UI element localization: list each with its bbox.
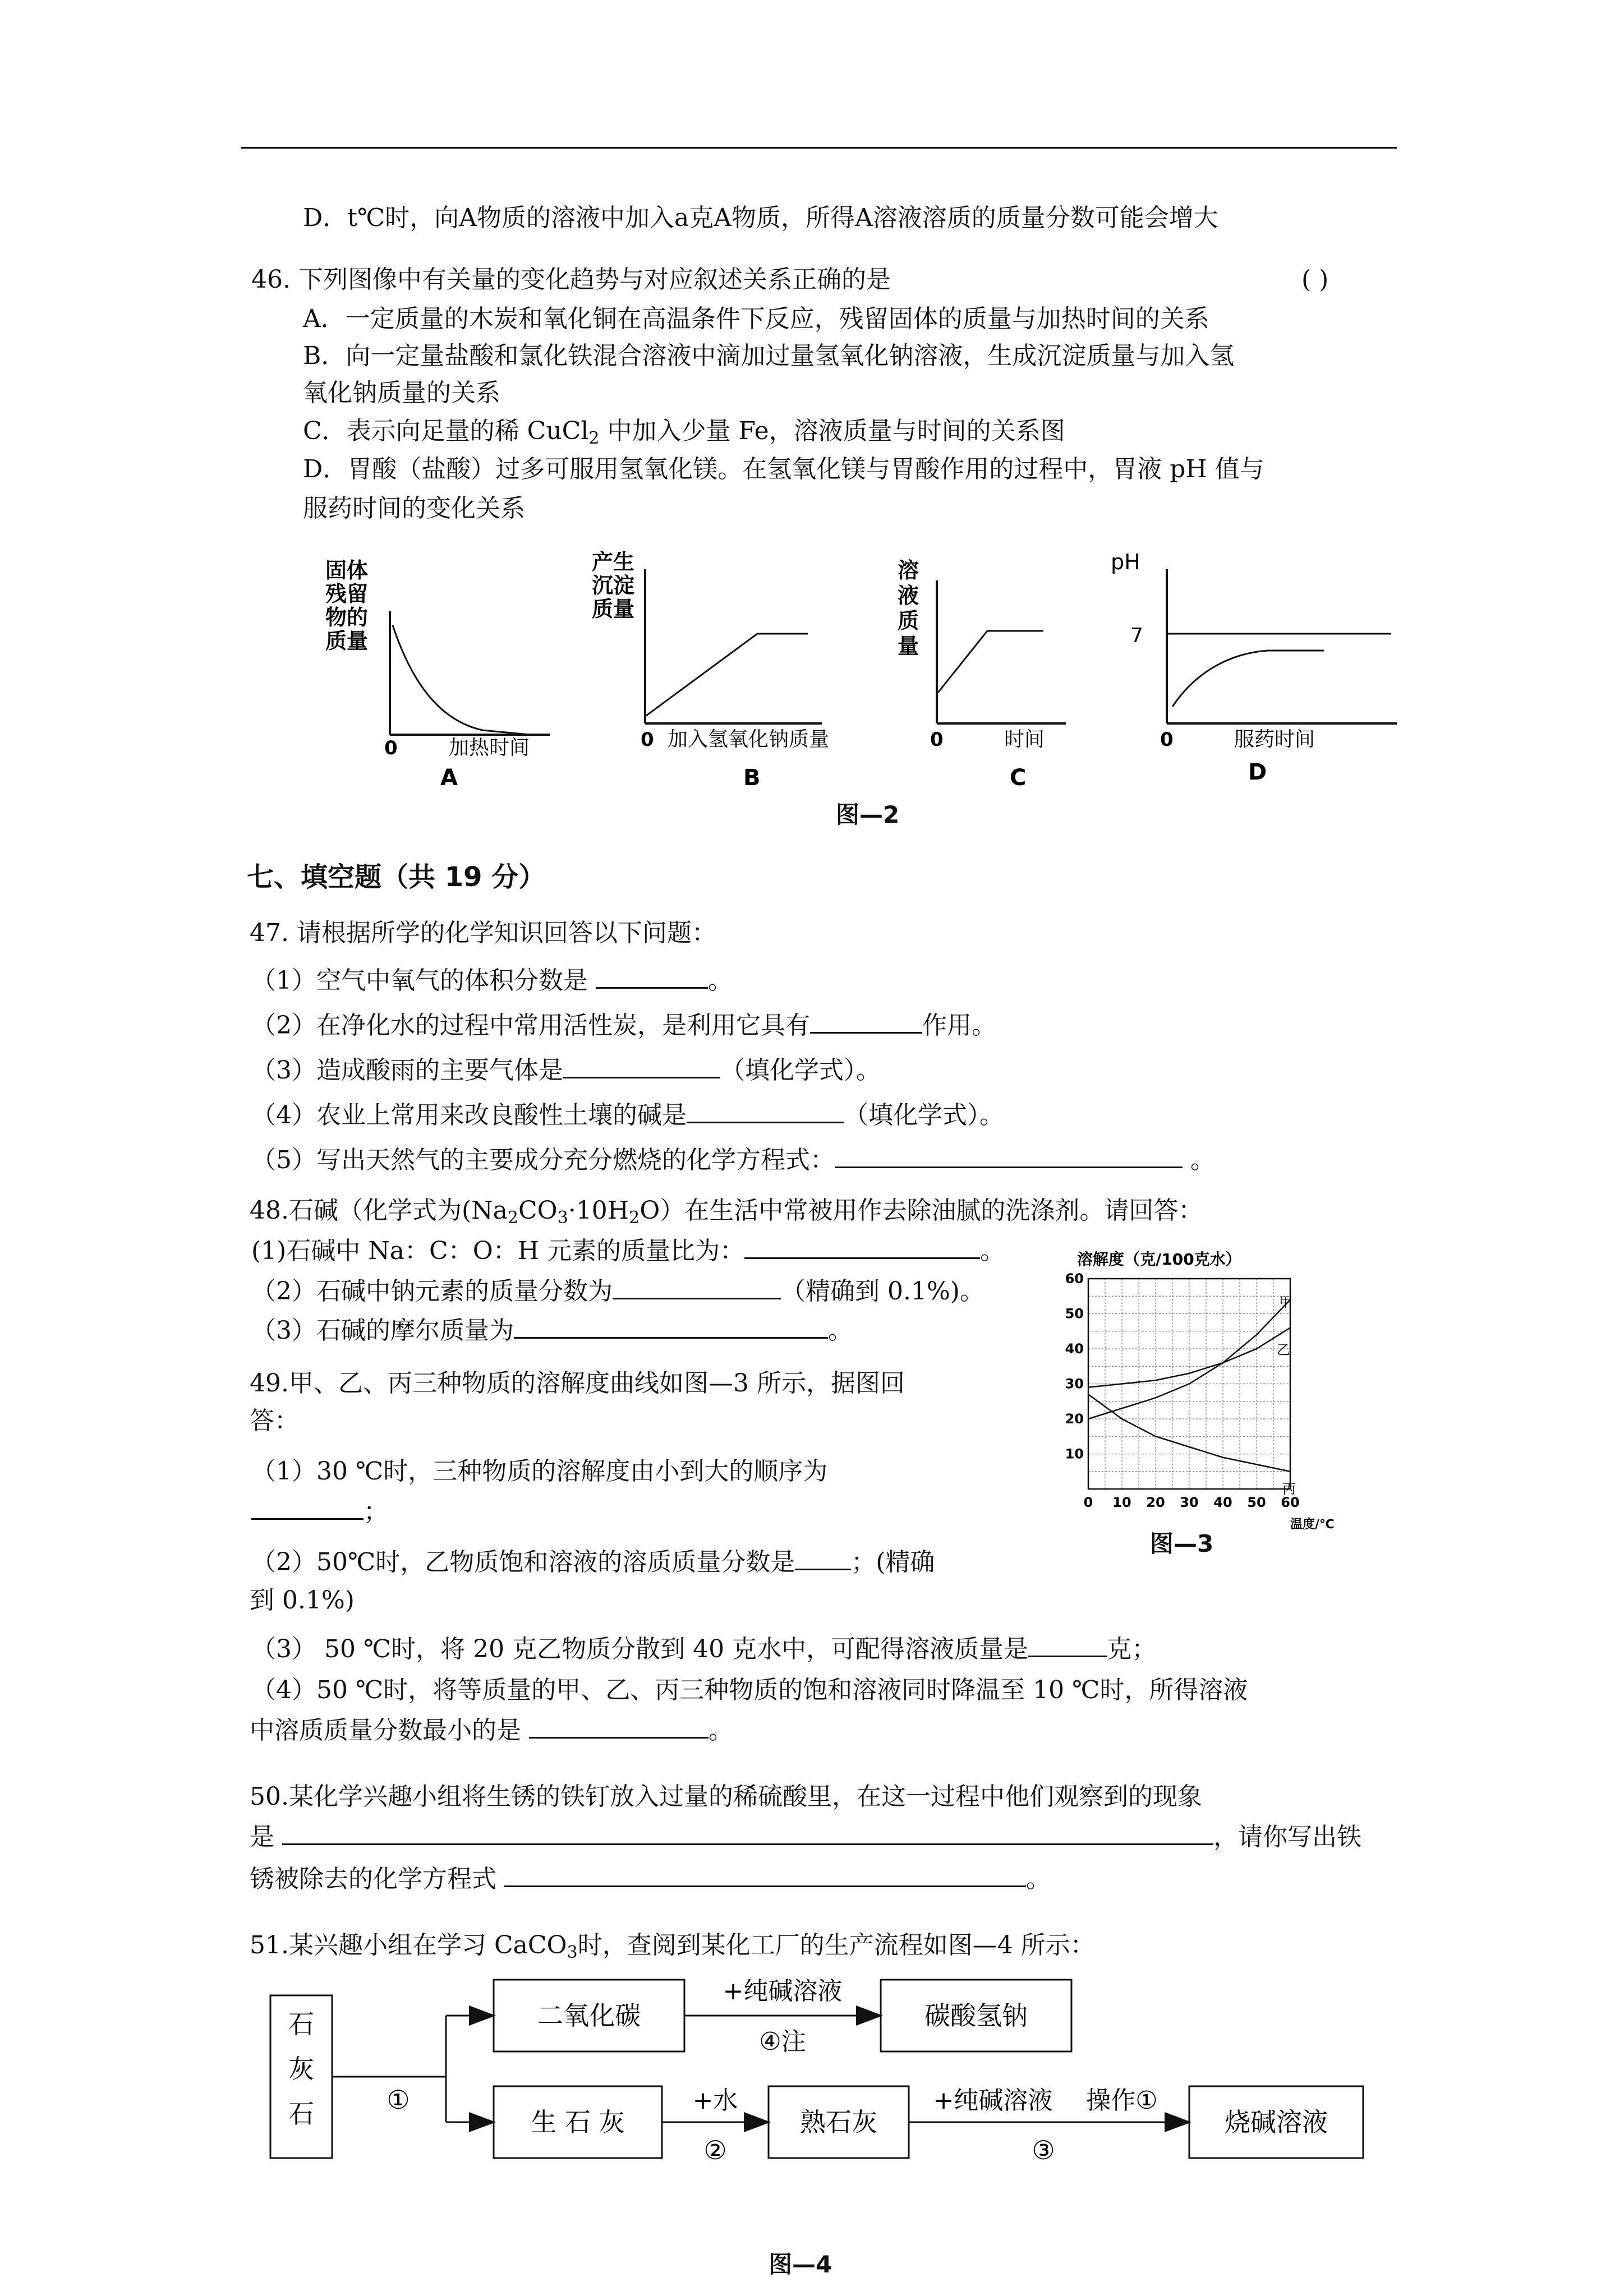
fig2b-ylabel-3: 质量 — [592, 597, 635, 621]
box-limestone-char-1: 石 — [288, 2009, 314, 2039]
fig2d-curve — [1172, 651, 1324, 707]
label-water: +水 — [692, 2086, 738, 2115]
figure-4-flowchart — [264, 1974, 1430, 2221]
fig3-x-tick: 30 — [1180, 1495, 1199, 1510]
q46-option-c: C．表示向足量的稀 CuCl$_2$ 中加入少量 Fe，溶液质量与时间的关系图 — [303, 417, 1065, 448]
q49-stem-cont: 答： — [250, 1407, 299, 1435]
fig2a-ylabel-4: 质量 — [325, 629, 369, 653]
q50-line-3: 锈被除去的化学方程式 。 — [250, 1862, 1051, 1896]
q47-3-blank[interactable] — [563, 1053, 720, 1078]
fig3-series-line-2 — [1088, 1394, 1290, 1472]
q47-stem: 47. 请根据所学的化学知识回答以下问题： — [250, 919, 716, 947]
fig3-title: 溶解度（克/100克水） — [1077, 1250, 1241, 1269]
fig3-y-tick: 30 — [1065, 1376, 1084, 1392]
box-limestone-char-3: 石 — [288, 2099, 314, 2129]
fig2b-ylabel-2: 沉淀 — [592, 573, 635, 598]
fig2d-ylabel: pH — [1111, 550, 1140, 574]
fig3-y-tick: 20 — [1065, 1411, 1084, 1427]
fig2c-ylabel-2: 液 — [898, 583, 919, 608]
q49-part-2: （2）50℃时，乙物质饱和溶液的溶质质量分数是 ；(精确 — [251, 1545, 935, 1579]
fig2c-ylabel-1: 溶 — [898, 558, 919, 583]
fig2c-ylabel-4: 量 — [898, 634, 919, 658]
fig3-y-tick: 60 — [1065, 1271, 1084, 1287]
fig2b-ylabel-1: 产生 — [592, 550, 635, 574]
q47-part-4: （4）农业上常用来改良酸性土壤的碱是 （填化学式）。 — [251, 1098, 1004, 1132]
q48-2-blank[interactable] — [613, 1274, 781, 1299]
fig2-panel-a — [325, 558, 550, 791]
q50-line-1: 50.某化学兴趣小组将生锈的铁钉放入过量的稀硫酸里，在这一过程中他们观察到的现象 — [250, 1782, 1202, 1811]
fig2-panel-c — [898, 558, 1066, 791]
fig3-x-tick: 20 — [1146, 1495, 1165, 1510]
q48-part-2: （2）石碱中钠元素的质量分数为 （精确到 0.1%)。 — [251, 1274, 984, 1308]
fig3-y-tick: 10 — [1065, 1446, 1084, 1462]
q46-answer-paren: ( ) — [1301, 265, 1329, 294]
fig2a-ylabel-3: 物的 — [325, 605, 369, 630]
q47-5-blank[interactable] — [835, 1143, 1183, 1168]
box-co2-label: 二氧化碳 — [537, 2000, 641, 2031]
q49-1-blank[interactable] — [251, 1495, 364, 1520]
q46-stem: 46. 下列图像中有关量的变化趋势与对应叙述关系正确的是 — [251, 265, 891, 294]
q48-1-blank[interactable] — [744, 1234, 980, 1259]
fig2b-letter: B — [743, 765, 761, 791]
label-soda-1: +纯碱溶液 — [723, 1977, 843, 2005]
q47-4-blank[interactable] — [687, 1098, 844, 1123]
fig3-y-tick: 50 — [1065, 1306, 1084, 1322]
label-step-3: ③ — [1032, 2135, 1055, 2165]
q50-line-2: 是 ，请你写出铁 — [250, 1820, 1361, 1854]
fig2-panel-b — [592, 550, 829, 791]
q46-option-d-cont: 服药时间的变化关系 — [303, 494, 525, 523]
fig2b-origin: 0 — [641, 729, 654, 751]
q49-part-1: （1）30 ℃时，三种物质的溶解度由小到大的顺序为 — [251, 1457, 828, 1486]
fig2a-ylabel-2: 残留 — [325, 582, 369, 606]
q46-option-a: A．一定质量的木炭和氧化铜在高温条件下反应，残留固体的质量与加热时间的关系 — [303, 305, 1209, 333]
fig2a-letter: A — [440, 765, 458, 791]
fig2d-xlabel: 服药时间 — [1234, 728, 1315, 751]
q47-part-5: （5）写出天然气的主要成分充分燃烧的化学方程式： 。 — [251, 1143, 1215, 1177]
figure-2-caption: 图—2 — [836, 801, 900, 828]
box-slaked-lime-label: 熟石灰 — [800, 2107, 877, 2137]
label-step-1: ① — [387, 2085, 410, 2115]
fig2-panel-d — [1111, 550, 1397, 785]
q49-4-blank[interactable] — [529, 1713, 709, 1739]
fig3-x-tick: 40 — [1213, 1495, 1232, 1510]
figure-4-caption: 图—4 — [769, 2251, 832, 2278]
fig2b-xlabel: 加入氢氧化钠质量 — [668, 728, 830, 751]
q46-option-d: D．胃酸（盐酸）过多可服用氢氧化镁。在氢氧化镁与胃酸作用的过程中，胃液 pH 值与 — [303, 455, 1264, 483]
q48-stem: 48.石碱（化学式为$(Na_2CO_3\cdot 10H_2O)$在生活中常被用作去除油腻的洗涤剂。请回答： — [250, 1196, 1203, 1228]
fig2a-xlabel: 加热时间 — [449, 736, 530, 759]
q47-part-3: （3）造成酸雨的主要气体是 （填化学式）。 — [251, 1053, 881, 1087]
q49-part-4-cont: 中溶质质量分数最小的是 。 — [250, 1713, 733, 1747]
fig2c-ylabel-3: 质 — [898, 608, 919, 633]
q49-2-blank[interactable] — [795, 1545, 851, 1570]
q46-option-b-cont: 氧化钠质量的关系 — [303, 379, 500, 407]
q50-phenomenon-blank[interactable] — [282, 1820, 1213, 1845]
q45-option-d: D．t℃时，向A物质的溶液中加入a克A物质，所得A溶液溶质的质量分数可能会增大 — [303, 204, 1218, 232]
box-limestone-char-2: 灰 — [288, 2054, 314, 2084]
fig2a-origin: 0 — [384, 737, 398, 759]
q49-part-3: （3） 50 ℃时，将 20 克乙物质分散到 40 克水中，可配得溶液质量是 克； — [251, 1632, 1156, 1666]
fig2c-letter: C — [1010, 765, 1027, 791]
box-caustic-soda-label: 烧碱溶液 — [1225, 2107, 1328, 2137]
q47-1-blank[interactable] — [596, 963, 708, 989]
label-note-4: ④注 — [759, 2027, 806, 2056]
label-soda-2: +纯碱溶液 — [933, 2086, 1053, 2115]
fig2a-curve — [393, 625, 530, 735]
fig3-x-tick: 50 — [1247, 1495, 1266, 1510]
box-nahco3-label: 碳酸氢钠 — [924, 2000, 1028, 2031]
section-7-title: 七、填空题（共 19 分） — [247, 861, 546, 893]
fig2d-origin: 0 — [1160, 729, 1174, 751]
label-operation-1: 操作① — [1086, 2086, 1158, 2115]
fig3-x-tick: 0 — [1083, 1495, 1093, 1510]
fig3-ticks — [1065, 1271, 1300, 1510]
box-quicklime-label: 生 石 灰 — [531, 2107, 625, 2137]
fig2c-curve — [938, 631, 1043, 693]
figure-2 — [314, 550, 1414, 808]
q48-part-1: (1)石碱中 Na：C：O：H 元素的质量比为： 。 — [251, 1234, 1005, 1267]
q49-stem: 49.甲、乙、丙三种物质的溶解度曲线如图—3 所示，据图回 — [250, 1369, 905, 1398]
fig2a-ylabel-1: 固体 — [325, 558, 369, 583]
fig3-label-yi: 乙 — [1277, 1342, 1290, 1358]
fig2b-curve — [646, 634, 808, 716]
q51-stem: 51.某兴趣小组在学习 CaCO$_3$时，查阅到某化工厂的生产流程如图—4 所示： — [250, 1931, 1095, 1962]
q49-part-4: （4）50 ℃时，将等质量的甲、乙、丙三种物质的饱和溶液同时降温至 10 ℃时，所得溶液 — [251, 1676, 1248, 1704]
q47-part-2: （2）在净化水的过程中常用活性炭，是利用它具有 作用。 — [251, 1008, 996, 1042]
fig2c-xlabel: 时间 — [1004, 728, 1045, 751]
fig3-xlabel: 温度/℃ — [1290, 1518, 1335, 1532]
q47-2-blank[interactable] — [810, 1008, 922, 1034]
q47-part-1: （1）空气中氧气的体积分数是 。 — [251, 963, 733, 997]
q49-3-blank[interactable] — [1028, 1632, 1107, 1657]
q48-part-3: （3）石碱的摩尔质量为 。 — [251, 1313, 853, 1347]
fig3-x-tick: 10 — [1112, 1495, 1131, 1510]
fig2d-letter: D — [1248, 759, 1267, 785]
fig3-y-tick: 40 — [1065, 1341, 1084, 1357]
fig2c-origin: 0 — [930, 729, 944, 751]
label-step-2: ② — [703, 2135, 727, 2165]
fig3-label-bing: 丙 — [1282, 1481, 1296, 1497]
fig2d-ytick-7: 7 — [1130, 624, 1143, 647]
q49-part-2-cont: 到 0.1%) — [250, 1586, 355, 1615]
fig3-x-tick: 60 — [1281, 1495, 1300, 1510]
figure-3-chart — [1055, 1242, 1346, 1534]
fig3-label-jia: 甲 — [1279, 1294, 1292, 1310]
q49-part-1-answer: ； — [251, 1495, 388, 1528]
q46-option-b: B．向一定量盐酸和氯化铁混合溶液中滴加过量氢氧化钠溶液，生成沉淀质量与加入氢 — [303, 342, 1235, 370]
fig3-lines — [1088, 1300, 1290, 1472]
q50-equation-blank[interactable] — [504, 1862, 1026, 1887]
figure-3-caption: 图—3 — [1150, 1530, 1214, 1557]
q48-3-blank[interactable] — [514, 1313, 828, 1339]
header-rule — [241, 147, 1397, 149]
